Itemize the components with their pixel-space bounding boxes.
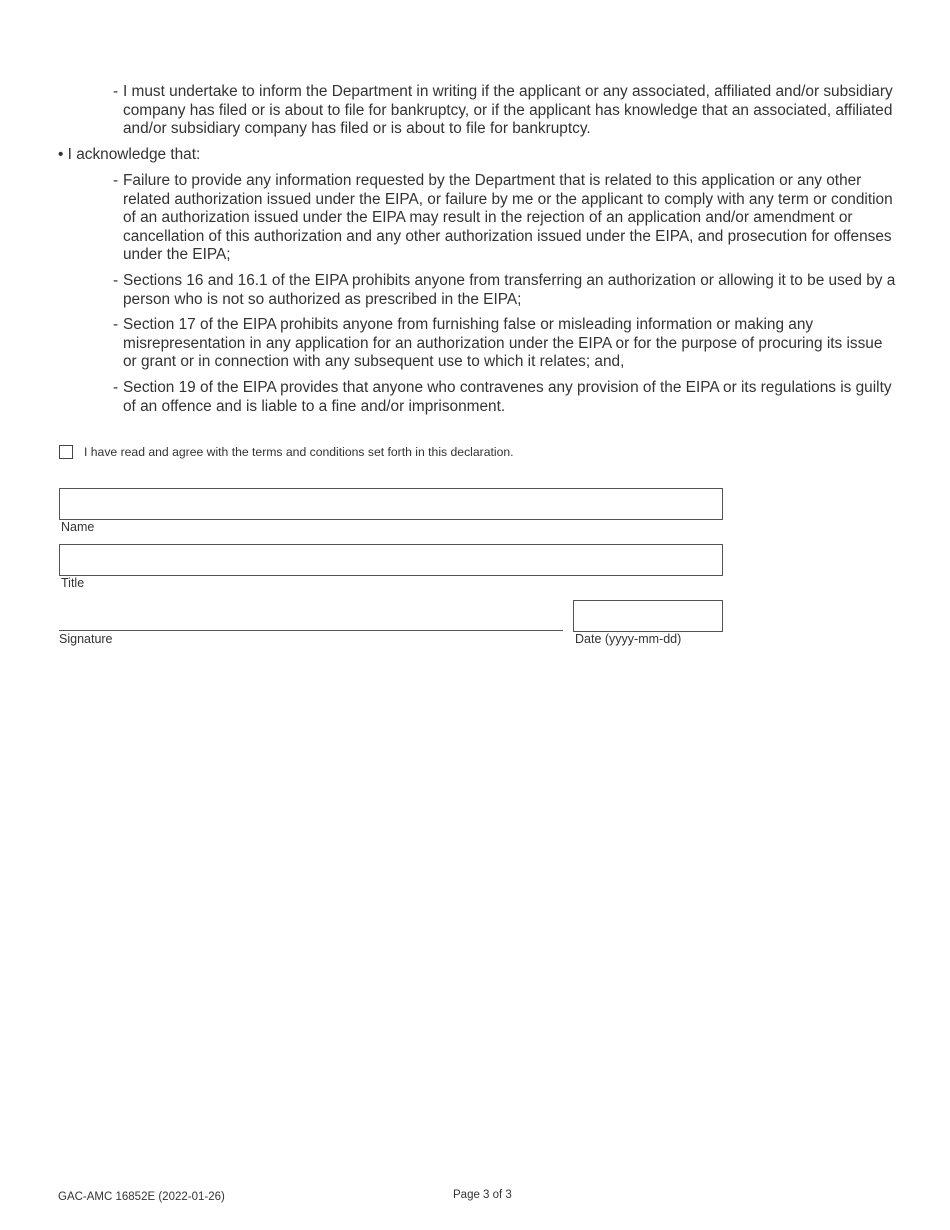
dash-marker: - (113, 83, 119, 100)
bullet-marker: • (58, 146, 64, 163)
dash-marker: - (113, 378, 119, 396)
title-label: Title (61, 576, 85, 590)
agreement-label: I have read and agree with the terms and conditions set forth in this declaration. (84, 445, 514, 459)
form-id: GAC-AMC 16852E (2022-01-26) (58, 1191, 225, 1203)
acknowledge-item-text: Section 17 of the EIPA prohibits anyone from furnishing false or misleading information or making any misrepresentation in any application for an authorization under the EIPA or for the purpose of procuring its issue or grant or in connection with any subsequent use to which it relates; and, (123, 316, 883, 371)
acknowledge-item-text: Failure to provide any information requested by the Department that is related to this application or any other related authorization issued under the EIPA, or failure by me or the applicant to comply with any term or condition of an authorization issued under the EIPA may result in the rejection of an application and/or amendment or cancellation of this authorization and any other authorization issued under the EIPA, and prosecution for offenses under the EIPA; (123, 172, 893, 264)
acknowledge-item (113, 172, 898, 265)
declaration-item (113, 83, 898, 139)
page-number: Page 3 of 3 (453, 1189, 512, 1201)
acknowledge-heading (58, 146, 200, 165)
date-label: Date (yyyy-mm-dd) (575, 632, 682, 646)
title-field[interactable] (59, 544, 723, 576)
signature-line[interactable] (59, 630, 563, 631)
agreement-checkbox[interactable] (59, 445, 73, 459)
declaration-item-text: I must undertake to inform the Department in writing if the applicant or any associated, affiliated and/or subsidiary company has filed or is about to file for bankruptcy, or if the applicant has knowledge that an associated, affiliated and/or subsidiary company has filed or is about to file for bankruptcy. (123, 83, 893, 138)
dash-marker: - (113, 172, 119, 189)
signature-label: Signature (59, 632, 113, 646)
acknowledge-list (113, 172, 898, 416)
name-field[interactable] (59, 488, 723, 520)
acknowledge-item (113, 379, 898, 416)
name-label: Name (61, 520, 95, 534)
date-field[interactable] (573, 600, 723, 632)
dash-marker: - (113, 316, 119, 334)
dash-marker: - (113, 271, 119, 289)
acknowledge-item (113, 316, 898, 372)
acknowledge-item (113, 272, 898, 309)
acknowledge-item-text: Section 19 of the EIPA provides that anyone who contravenes any provision of the EIPA or its regulations is guilty of an offence and is liable to a fine and/or imprisonment. (123, 378, 892, 415)
acknowledge-item-text: Sections 16 and 16.1 of the EIPA prohibits anyone from transferring an authorization or allowing it to be used by a person who is not so authorized as prescribed in the EIPA; (123, 271, 896, 308)
continued-declaration-list (113, 83, 898, 139)
acknowledge-heading-text: I acknowledge that: (67, 146, 201, 163)
agreement-row (59, 445, 514, 459)
